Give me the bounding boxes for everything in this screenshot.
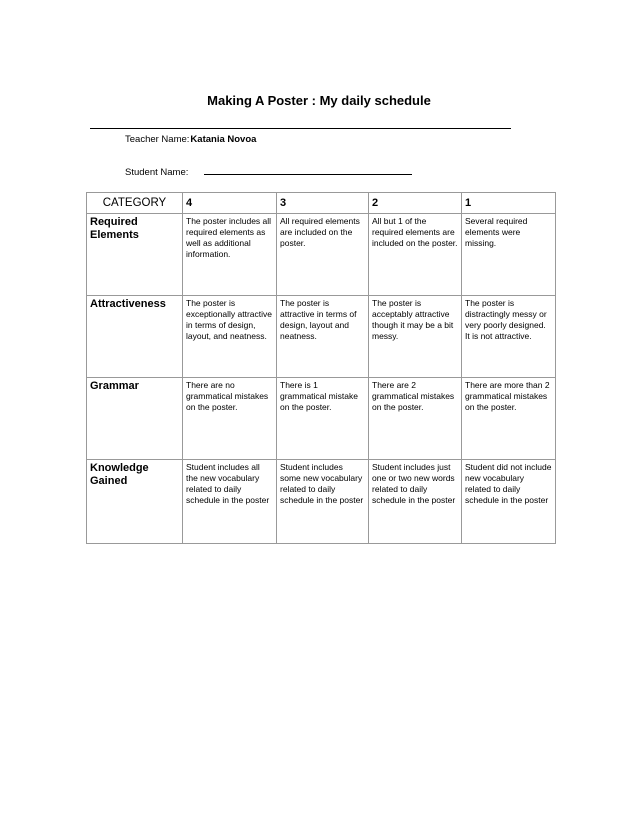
rubric-table — [86, 192, 556, 544]
rubric-row-grammar — [87, 378, 556, 460]
teacher-name-field — [125, 134, 256, 145]
rubric-cell: The poster is attractive in terms of design, layout and neatness. — [277, 296, 369, 378]
rubric-cell: Student includes some new vocabulary related to daily schedule in the poster — [277, 460, 369, 544]
rubric-cell: Student did not include new vocabulary related to daily schedule in the poster — [462, 460, 556, 544]
rubric-cell: There are 2 grammatical mistakes on the poster. — [369, 378, 462, 460]
rubric-row-required-elements — [87, 214, 556, 296]
rubric-header-row — [87, 193, 556, 214]
rubric-cell: All but 1 of the required elements are included on the poster. — [369, 214, 462, 296]
header-score-2: 2 — [369, 193, 462, 214]
rubric-cell: All required elements are included on the poster. — [277, 214, 369, 296]
teacher-name-value: Katania Novoa — [190, 134, 257, 145]
header-score-1: 1 — [462, 193, 556, 214]
header-score-3: 3 — [277, 193, 369, 214]
row-category-label: Required Elements — [87, 214, 183, 296]
header-category: CATEGORY — [87, 193, 183, 214]
rubric-cell: Student includes just one or two new words related to daily schedule in the poster — [369, 460, 462, 544]
page-title — [0, 93, 638, 108]
rubric-cell: The poster includes all required elements as well as additional information. — [183, 214, 277, 296]
row-category-label: Knowledge Gained — [87, 460, 183, 544]
page-title-text: Making A Poster : My daily schedule — [207, 93, 431, 108]
row-category-label: Grammar — [87, 378, 183, 460]
rubric-cell: Several required elements were missing. — [462, 214, 556, 296]
student-name-field — [125, 166, 412, 178]
rubric-cell: The poster is exceptionally attractive in terms of design, layout, and neatness. — [183, 296, 277, 378]
rubric-cell: There is 1 grammatical mistake on the poster. — [277, 378, 369, 460]
rubric-cell: Student includes all the new vocabulary related to daily schedule in the poster — [183, 460, 277, 544]
header-score-4: 4 — [183, 193, 277, 214]
student-name-label: Student Name: — [125, 167, 189, 178]
rubric-cell: The poster is distractingly messy or very poorly designed. It is not attractive. — [462, 296, 556, 378]
teacher-name-label: Teacher Name: — [125, 134, 190, 145]
row-category-label: Attractiveness — [87, 296, 183, 378]
rubric-cell: There are no grammatical mistakes on the poster. — [183, 378, 277, 460]
rubric-cell: There are more than 2 grammatical mistakes on the poster. — [462, 378, 556, 460]
rubric-cell: The poster is acceptably attractive though it may be a bit messy. — [369, 296, 462, 378]
header-divider — [90, 128, 511, 129]
rubric-row-attractiveness — [87, 296, 556, 378]
student-name-underline — [204, 166, 412, 175]
rubric-row-knowledge-gained — [87, 460, 556, 544]
